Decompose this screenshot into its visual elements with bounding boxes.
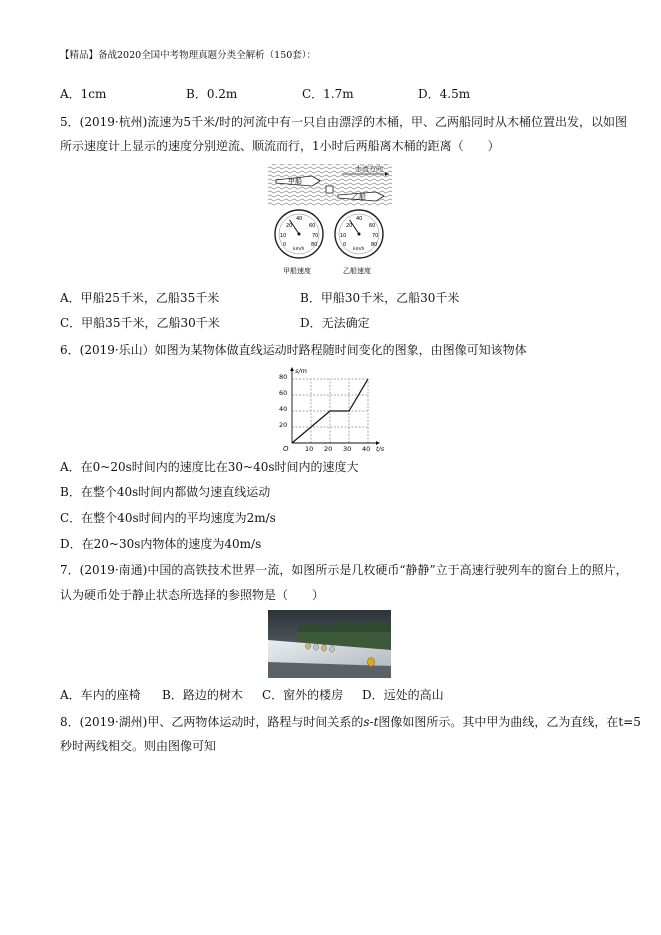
q7-option-a: A．车内的座椅 xyxy=(60,688,141,702)
x-tick-20: 20 xyxy=(324,445,333,453)
q7-option-d: D．远处的高山 xyxy=(362,688,444,702)
y-axis-label: s/m xyxy=(295,367,307,375)
dial-a-tick-40: 40 xyxy=(296,216,303,222)
q8-stem-line2: 秒时两线相交。则由图像可知 xyxy=(60,739,217,753)
q7-option-b: B．路边的树木 xyxy=(162,688,243,702)
dial-a-tick-60: 60 xyxy=(309,223,316,229)
q8-stem-part2: 图像如图所示。其中甲为曲线，乙为直线，在t=5 xyxy=(378,715,641,729)
q7-photo xyxy=(268,610,391,678)
dial-b-tick-10: 10 xyxy=(340,233,347,239)
q4-option-b: B．0.2m xyxy=(186,87,238,101)
q5-figure xyxy=(268,162,392,278)
wooden-bucket xyxy=(326,186,333,193)
dial-a-tick-20: 20 xyxy=(286,223,293,229)
q5-stem-line1: 5．(2019·杭州)流速为5千米/时的河流中有一只自由漂浮的木桶，甲、乙两船同时从木桶位置出发，以如图 xyxy=(60,115,628,129)
dial-a-tick-80: 80 xyxy=(311,242,318,248)
dial-a-label: 甲船速度 xyxy=(283,267,311,275)
dial-b-tick-80: 80 xyxy=(371,242,378,248)
q6-option-d: D．在20~30s内物体的速度为40m/s xyxy=(60,537,262,551)
q4-option-d: D．4.5m xyxy=(418,87,471,101)
q5-option-d: D．无法确定 xyxy=(300,316,370,330)
q5-option-b: B．甲船30千米，乙船30千米 xyxy=(300,291,460,305)
y-tick-60: 60 xyxy=(279,389,288,397)
dial-a-zero: 0 xyxy=(283,242,287,248)
q8-stem-line1 xyxy=(60,714,641,730)
q6-chart xyxy=(276,365,391,455)
q5-option-a: A．甲船25千米，乙船35千米 xyxy=(60,291,220,305)
y-axis-arrow xyxy=(290,367,294,371)
dial-b-unit: km/h xyxy=(353,247,365,252)
q4-option-a: A．1cm xyxy=(60,87,107,101)
dial-b-tick-40: 40 xyxy=(356,216,363,222)
q7-stem-line1: 7．(2019·南通)中国的高铁技术世界一流，如图所示是几枚硬币“静静”立于高速行驶列车的窗台上的照片， xyxy=(60,563,628,577)
q6-option-a: A．在0~20s时间内的速度比在30~40s时间内的速度大 xyxy=(60,460,359,474)
q4-option-c: C．1.7m xyxy=(302,87,354,101)
q6-option-c: C．在整个40s时间内的平均速度为2m/s xyxy=(60,511,276,525)
speedometer-b xyxy=(335,210,383,258)
x-tick-10: 10 xyxy=(305,445,314,453)
q7-stem-line2: 认为硬币处于静止状态所选择的参照物是（ ） xyxy=(60,588,325,602)
q6-option-b: B．在整个40s时间内都做匀速直线运动 xyxy=(60,485,271,499)
origin-label: O xyxy=(283,445,289,453)
q7-option-c: C．窗外的楼房 xyxy=(262,688,344,702)
dial-a-tick-70: 70 xyxy=(312,233,319,239)
q5-stem-line2: 所示速度计上显示的速度分别逆流、顺流而行，1小时后两船离木桶的距离（ ） xyxy=(60,139,500,153)
y-tick-20: 20 xyxy=(279,421,288,429)
q8-stem-part1: 8．(2019·湖州)甲、乙两物体运动时，路程与时间关系的 xyxy=(60,715,364,729)
page-header: 【精品】备战2020全国中考物理真题分类全解析（150套）： xyxy=(60,50,317,61)
x-axis-label: t/s xyxy=(376,445,385,453)
q8-st-symbol: s-t xyxy=(363,715,379,729)
dial-b-zero: 0 xyxy=(343,242,347,248)
q5-option-c: C．甲船35千米，乙船30千米 xyxy=(60,316,220,330)
dial-b-tick-20: 20 xyxy=(346,223,353,229)
x-tick-30: 30 xyxy=(343,445,352,453)
water-direction-label: 水流方向 xyxy=(355,165,383,173)
x-tick-40: 40 xyxy=(362,445,371,453)
q6-stem: 6．(2019·乐山）如图为某物体做直线运动时路程随时间变化的图象，由图像可知该物体 xyxy=(60,343,527,357)
dial-a-tick-10: 10 xyxy=(280,233,287,239)
dial-a-unit: km/h xyxy=(293,247,305,252)
boat-a-label: 甲船 xyxy=(288,177,302,186)
y-tick-80: 80 xyxy=(279,373,288,381)
speedometer-a xyxy=(275,210,323,258)
boat-b-label: 乙船 xyxy=(352,193,366,201)
y-tick-40: 40 xyxy=(279,405,288,413)
dial-b-label: 乙船速度 xyxy=(343,267,371,275)
dial-b-tick-60: 60 xyxy=(369,223,376,229)
dial-b-tick-70: 70 xyxy=(372,233,379,239)
